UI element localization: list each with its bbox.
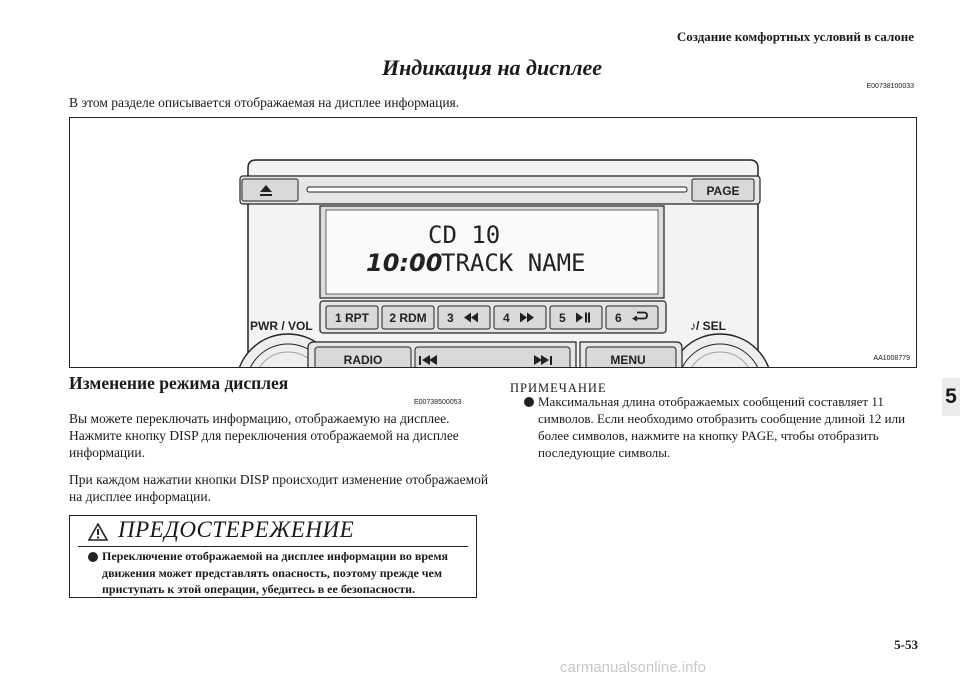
page-title: Индикация на дисплее [381,55,603,80]
preset-button-label: 3 [447,311,454,325]
preset-button-3[interactable] [438,306,490,329]
running-header: Создание комфортных условий в салоне [676,29,914,44]
radio-button-label: RADIO [343,353,383,367]
note-bullet-icon [524,397,534,407]
preset-button-5[interactable] [550,306,602,329]
page-button-label: PAGE [706,184,740,198]
preset-button-label: 1 RPT [334,311,370,325]
radio-illustration [70,118,916,367]
title-reference-code: E00738100033 [866,83,914,90]
display-track-name: TRACK NAME [441,249,586,277]
preset-button-label: 2 RDM [389,311,427,325]
page-button[interactable] [692,179,754,201]
menu-button[interactable] [586,347,676,367]
section-heading: Изменение режима дисплея [69,373,289,393]
preset-button-label: 6 [615,311,622,325]
page-number: 5-53 [894,637,918,652]
warning-triangle-icon [88,523,108,541]
preset-button-4[interactable] [494,306,546,329]
preset-button-6[interactable] [606,306,658,329]
display-source-line: CD 10 [428,221,501,249]
preset-button-label: 5 [559,311,566,325]
display-time: 10:00 [366,249,443,277]
section-paragraph-1: Вы можете переключать информацию, отображаемую на дисплее. Нажмите кнопку DISP для переключения отображаемой на дисплее информации. [69,411,459,460]
note-text: Максимальная длина отображаемых сообщений составляет 11 символов. Если необходимо отобразить сообщение длиной 12 или более символов, нажмите на кнопку PAGE, чтобы отобразить последующие символы. [538,394,906,460]
eject-button[interactable] [242,179,298,201]
radio-button[interactable] [315,347,411,367]
preset-button-2[interactable] [382,306,434,329]
pwr-vol-label: PWR / VOL [250,319,313,333]
section-reference-code: E00738500053 [414,399,462,406]
warning-title: ПРЕДОСТЕРЕЖЕНИЕ [118,517,355,542]
radio-figure [69,117,917,368]
warning-header [70,516,476,546]
preset-button-label: 4 [503,311,510,325]
figure-code: AA1008779 [873,355,910,362]
chapter-tab: 5 [942,378,960,416]
sel-label: ♪/ SEL [690,319,727,333]
warning-box [69,515,477,598]
note-label: ПРИМЕЧАНИЕ [510,381,607,395]
watermark: carmanualsonline.info [560,659,706,676]
warning-text: Переключение отображаемой на дисплее информации во время движения может представлять опасность, поэтому прежде чем приступать к этой операции, убедитесь в ее безопасности. [102,549,449,596]
preset-button-1[interactable] [326,306,378,329]
warning-divider [78,546,468,547]
menu-button-label: MENU [610,353,646,367]
intro-text: В этом разделе описывается отображаемая на дисплее информация. [69,95,460,110]
section-paragraph-2: При каждом нажатии кнопки DISP происходит изменение отображаемой на дисплее информации. [69,472,489,504]
warning-bullet-icon [88,552,98,562]
seek-button[interactable] [415,347,570,367]
